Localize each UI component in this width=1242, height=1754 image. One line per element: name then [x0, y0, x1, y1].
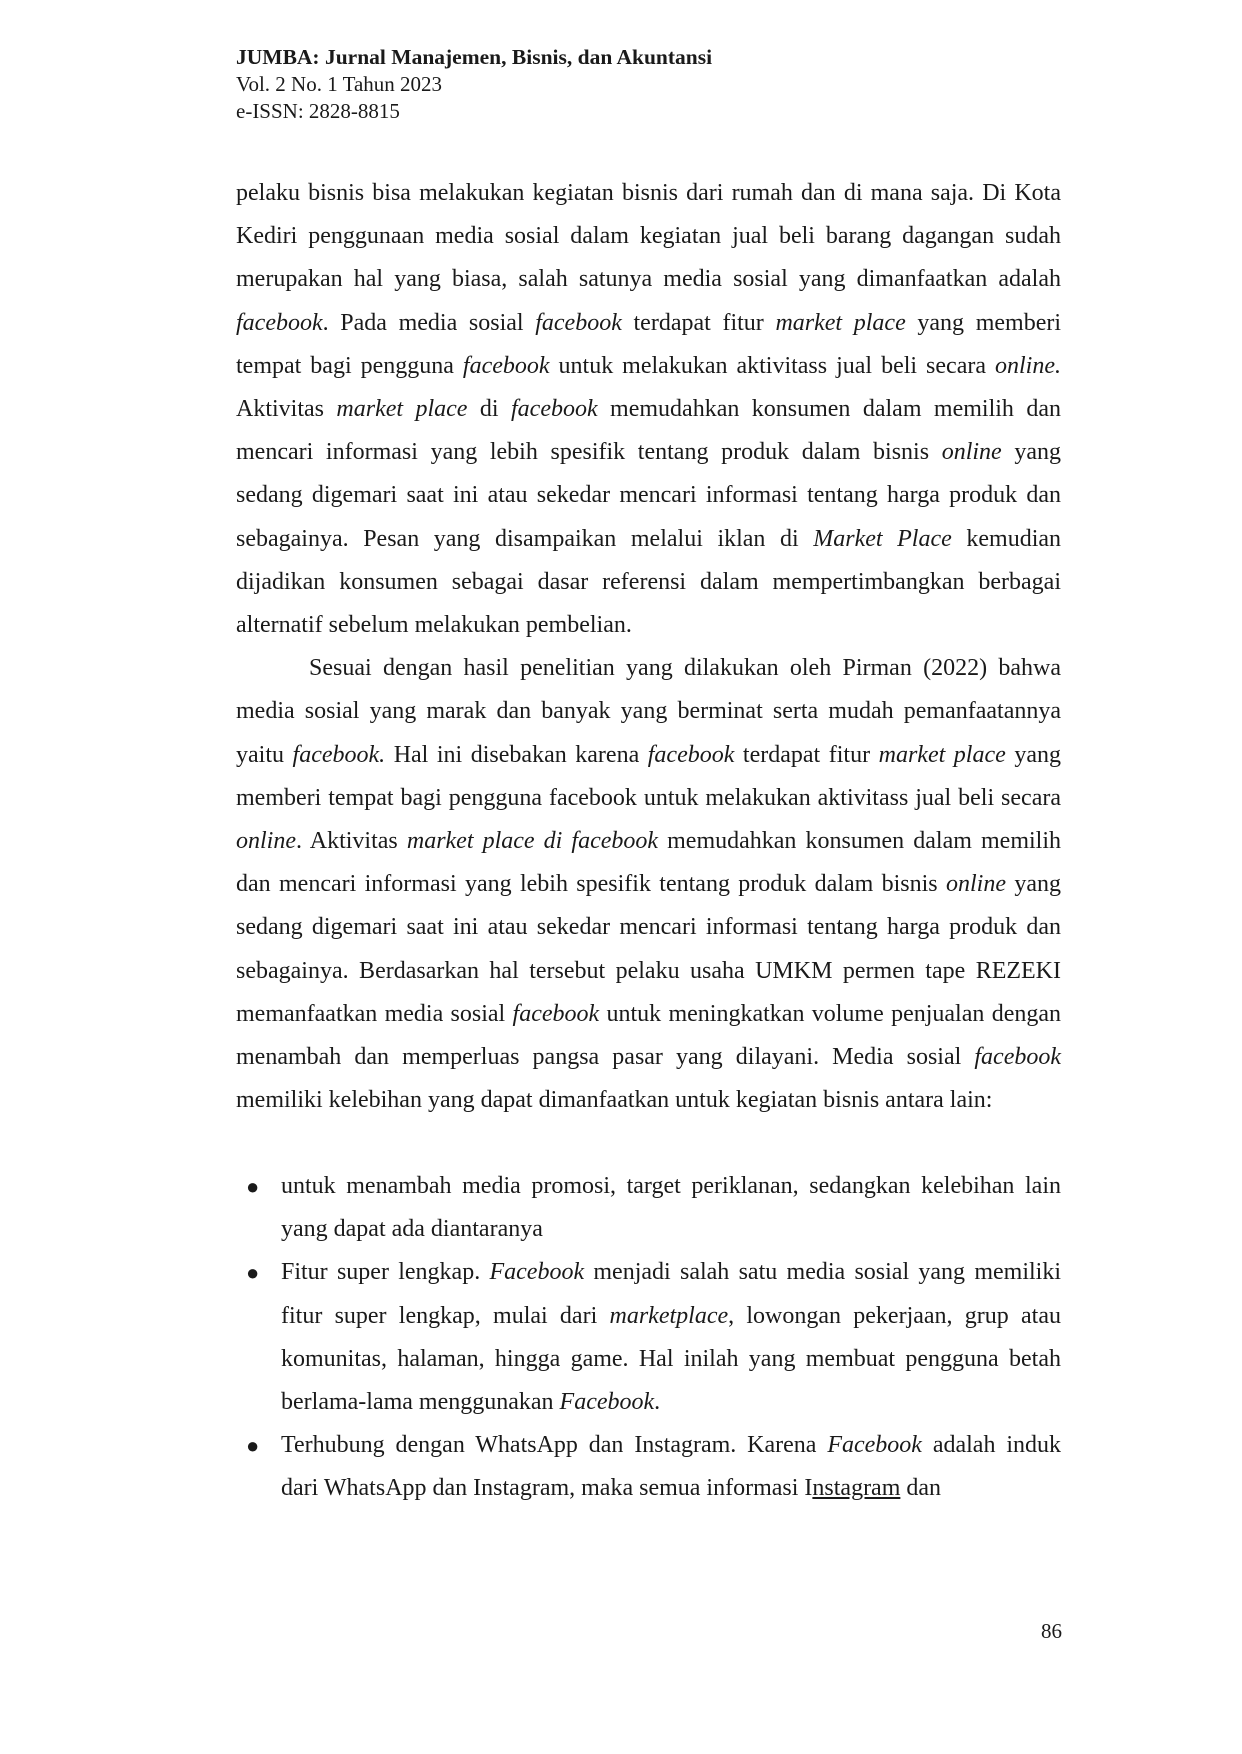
text-run: . Pada media sosial	[322, 309, 536, 336]
text-run: untuk meningkatkan volume penjualan dengan menambah dan memperluas pangsa pasar yang dilayani. Media sosial	[236, 1000, 1061, 1071]
list-item	[236, 1251, 1061, 1424]
italic-run: Facebook	[827, 1432, 922, 1459]
journal-issn: e-ISSN: 2828-8815	[236, 99, 400, 123]
text-run: Aktivitas	[236, 396, 337, 423]
list-item	[236, 1165, 1061, 1251]
text-run: Sesuai dengan hasil penelitian yang dilakukan oleh Pirman (2022) bahwa media sosial yang marak dan banyak yang berminat serta mudah pemanfaatannya yaitu	[236, 655, 1061, 768]
bullet-list	[236, 1165, 1061, 1511]
italic-run: facebook	[236, 309, 323, 336]
italic-run: facebook	[511, 396, 598, 423]
journal-title: JUMBA: Jurnal Manajemen, Bisnis, dan Akuntansi	[236, 45, 713, 69]
italic-run: facebook	[647, 741, 735, 768]
list-item	[236, 1424, 1061, 1510]
italic-run: market place di facebook	[406, 828, 659, 855]
journal-header	[236, 44, 1036, 125]
text-run: adalah induk dari WhatsApp dan Instagram, maka semua informasi I	[281, 1432, 1062, 1502]
italic-run: facebook.	[292, 741, 386, 768]
paragraph-2	[236, 647, 1061, 1122]
body-text	[236, 172, 1061, 1122]
text-run: memiliki kelebihan yang dapat dimanfaatkan untuk kegiatan bisnis antara lain:	[236, 1087, 993, 1114]
page-number: 86	[1041, 1619, 1062, 1643]
italic-run: Facebook	[489, 1259, 585, 1286]
text-run: memudahkan konsumen dalam memilih dan mencari informasi yang lebih spesifik tentang produk dalam bisnis	[236, 396, 1061, 466]
journal-volume: Vol. 2 No. 1 Tahun 2023	[236, 72, 443, 96]
text-run: menjadi salah satu media sosial yang memiliki fitur super lengkap, mulai dari	[281, 1259, 1061, 1329]
italic-run: facebook	[462, 352, 550, 379]
text-run: Hal ini disebakan karena	[385, 741, 648, 768]
text-run: .	[654, 1389, 661, 1416]
text-run: pelaku bisnis bisa melakukan kegiatan bisnis dari rumah dan di mana saja. Di Kota Kediri penggunaan media sosial dalam kegiatan jual beli barang dagangan sudah merupakan hal yang biasa, salah satunya media sosial yang dimanfaatkan adalah	[236, 180, 1061, 293]
text-run: Fitur super lengkap.	[281, 1259, 490, 1286]
italic-run: online	[941, 439, 1002, 466]
italic-run: facebook	[535, 309, 622, 336]
text-run: yang memberi tempat bagi pengguna	[236, 309, 1062, 379]
text-run: yang sedang digemari saat ini atau sekedar mencari informasi tentang harga produk dan sebagainya. Berdasarkan hal tersebut pelaku usaha UMKM permen tape REZEKI memanfaatkan media sosial	[236, 871, 1062, 1027]
italic-run: facebook	[974, 1044, 1061, 1071]
text-run: untuk menambah media promosi, target periklanan, sedangkan kelebihan lain yang dapat ada diantaranya	[281, 1173, 1061, 1243]
italic-run: market place	[775, 309, 906, 336]
bullet-icon: ●	[246, 1433, 260, 1459]
text-run: Terhubung dengan WhatsApp dan Instagram. Karena	[281, 1432, 828, 1459]
text-run: yang memberi tempat bagi pengguna facebook untuk melakukan aktivitass jual beli secara	[236, 741, 1061, 811]
italic-run: facebook	[512, 1000, 600, 1027]
paragraph-1	[236, 172, 1061, 647]
italic-run: marketplace	[609, 1302, 729, 1329]
text-run: , lowongan pekerjaan, grup atau komunitas, halaman, hingga game. Hal inilah yang membuat pengguna betah berlama-lama menggunakan	[281, 1302, 1062, 1416]
italic-run: Facebook	[559, 1389, 655, 1416]
bullet-icon: ●	[246, 1260, 260, 1286]
italic-run: market place	[336, 396, 468, 423]
text-run: memudahkan konsumen dalam memilih dan mencari informasi yang lebih spesifik tentang produk dalam bisnis	[236, 828, 1061, 898]
italic-run: online.	[995, 352, 1061, 379]
text-run: terdapat fitur	[734, 741, 879, 768]
text-run: dan	[900, 1475, 942, 1502]
text-run: yang sedang digemari saat ini atau sekedar mencari informasi tentang harga produk dan sebagainya. Pesan yang disampaikan melalui iklan di	[236, 439, 1062, 552]
italic-run: Market Place	[813, 525, 952, 552]
underlined-run: nstagram	[812, 1475, 901, 1502]
italic-run: market place	[878, 741, 1006, 768]
text-run: . Aktivitas	[296, 828, 407, 855]
text-run: terdapat fitur	[621, 309, 776, 336]
text-run: kemudian dijadikan konsumen sebagai dasar referensi dalam mempertimbangkan berbagai alternatif sebelum melakukan pembelian.	[236, 525, 1062, 639]
text-run: di	[467, 396, 511, 423]
italic-run: online	[946, 871, 1006, 898]
text-run: untuk melakukan aktivitass jual beli secara	[549, 352, 995, 379]
italic-run: online	[236, 828, 296, 855]
bullet-icon: ●	[246, 1174, 260, 1199]
